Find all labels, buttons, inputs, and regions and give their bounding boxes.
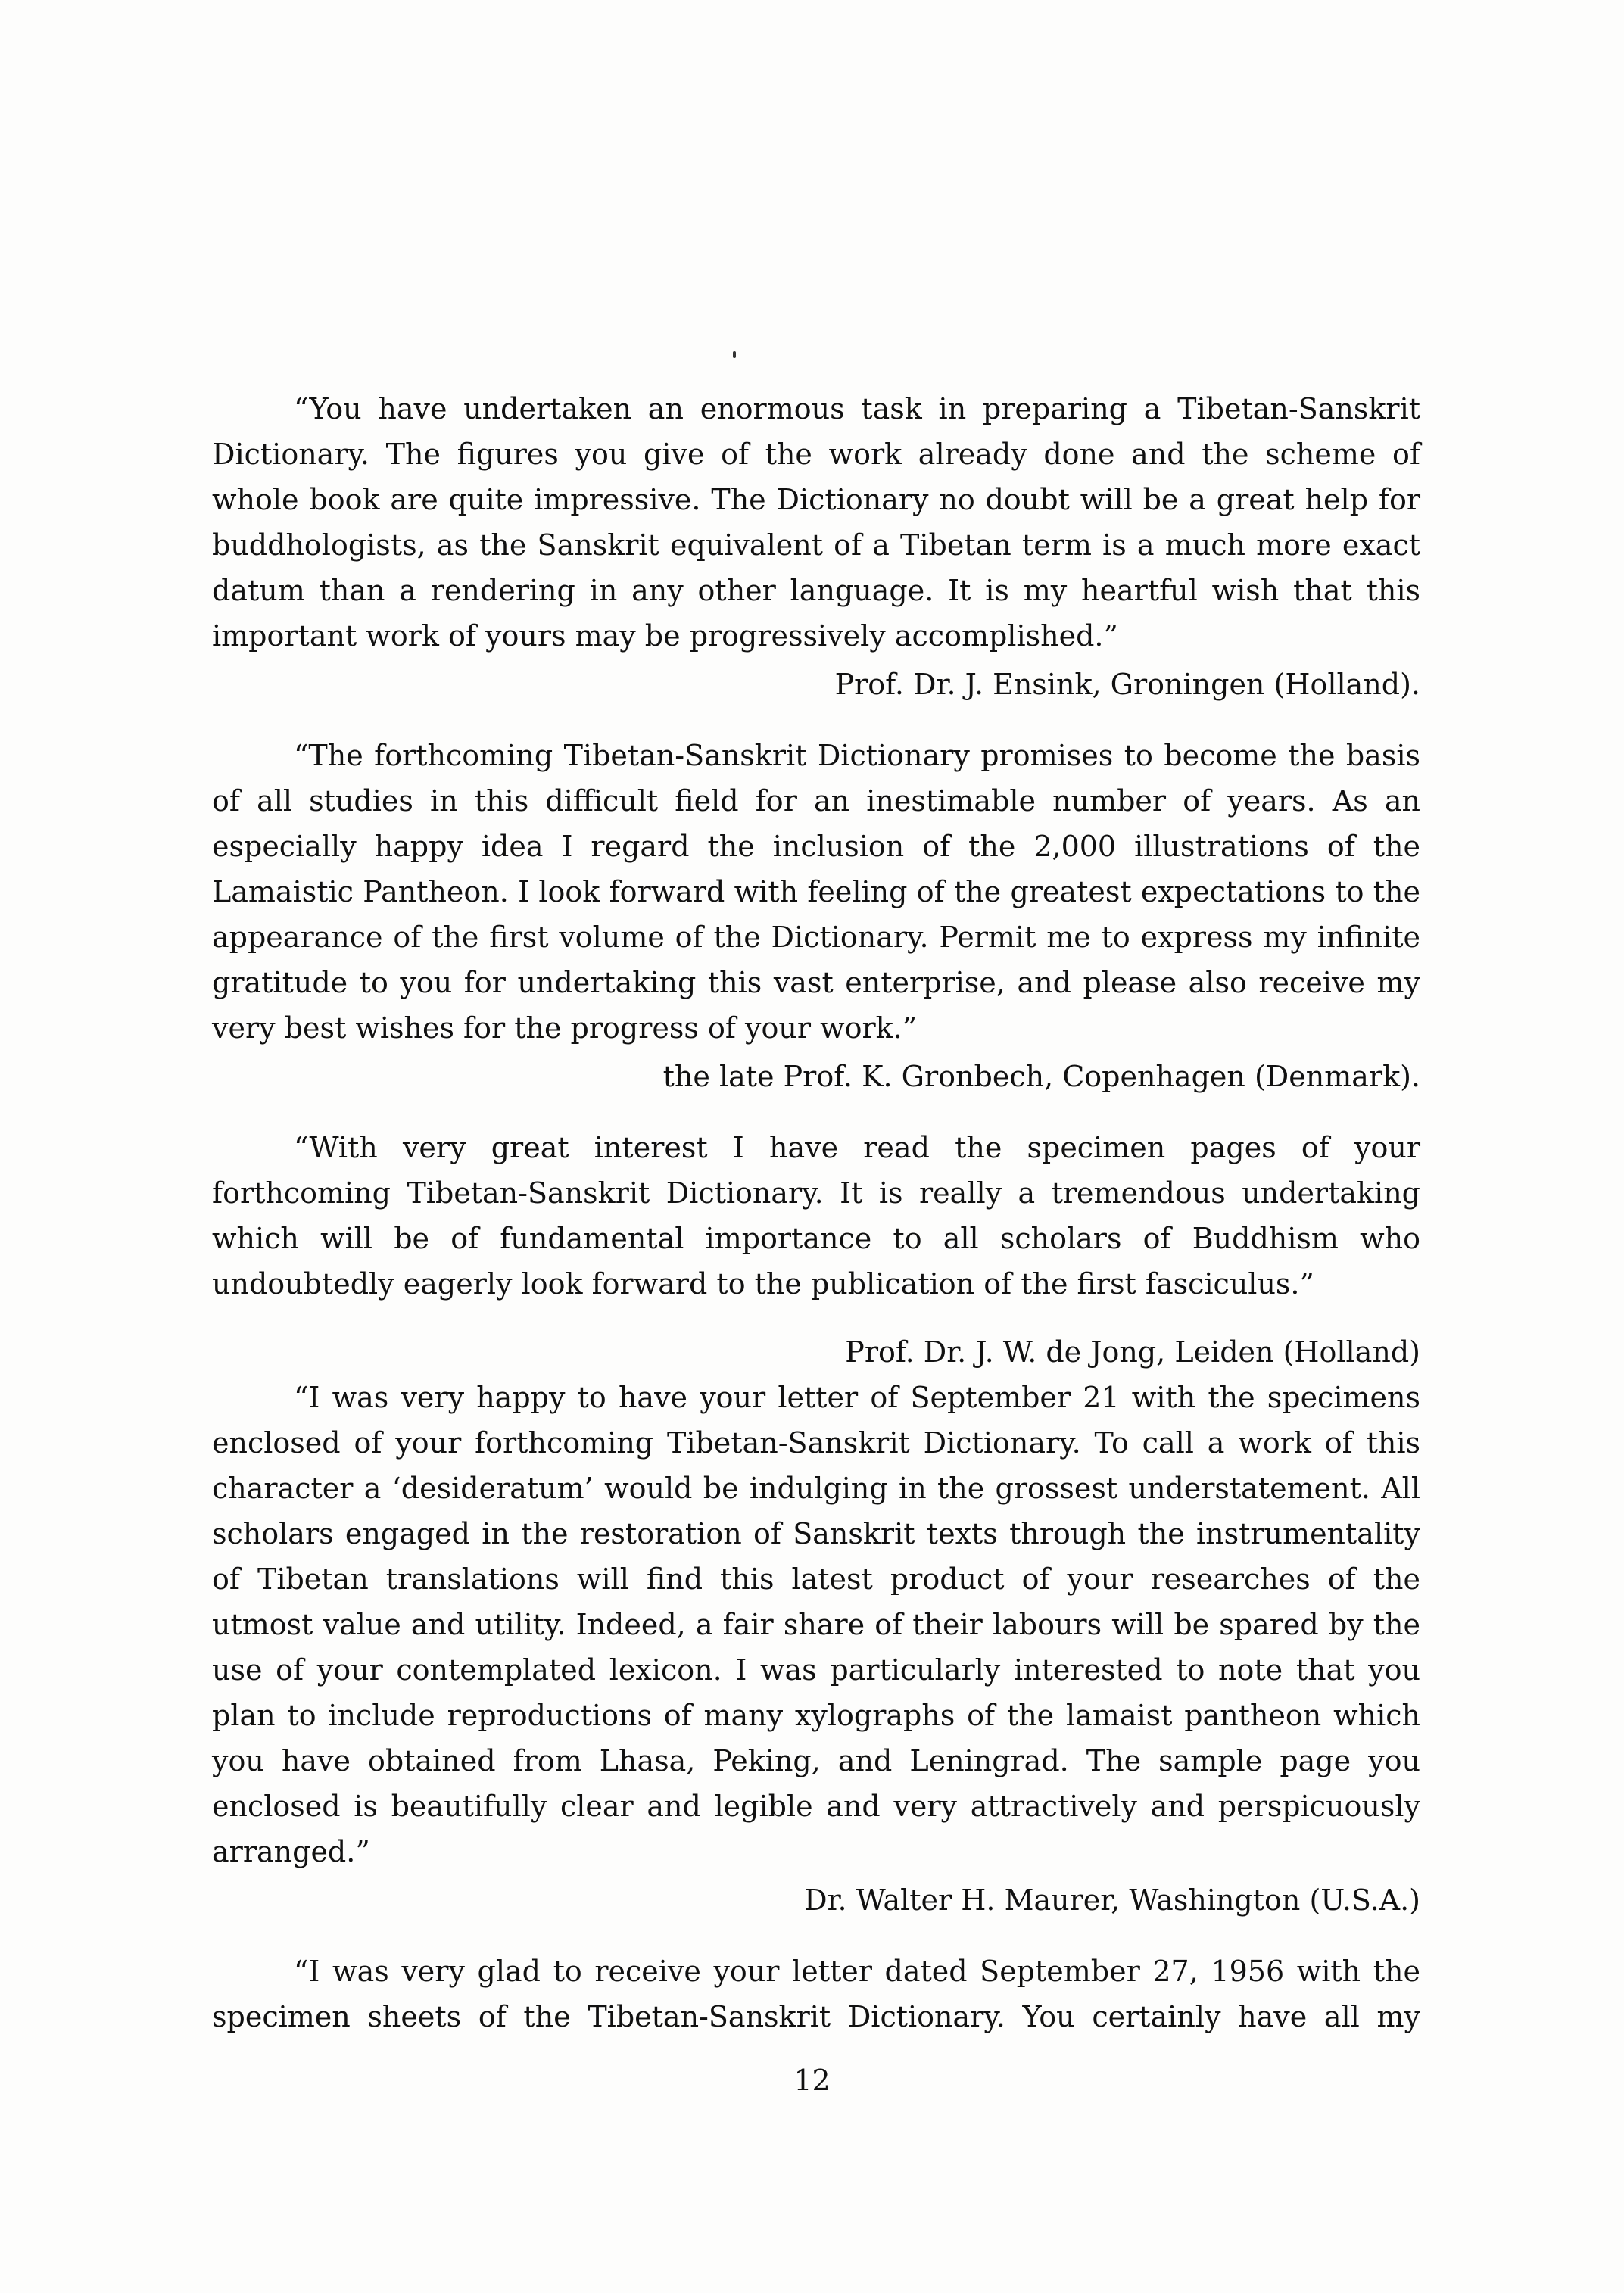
quote-gronbech: “The forthcoming Tibetan-Sanskrit Dictionary promises to become the basis of all studies in this difficult field for an inestimable number of years. As an especially happy idea I regard the inclusion of the 2,000 illustrations of the Lamaistic Pantheon. I look forward with feeling of the greatest expectations to the appearance of the first volume of the Dictionary. Permit me to express my infinite gratitude to you for undertaking this vast enterprise, and please also receive my very best wishes for the progress of your work.” xyxy=(212,739,1420,1045)
quote-maurer: “I was very happy to have your letter of September 21 with the specimens enclosed of your forthcoming Tibetan-Sanskrit Dictionary. To call a work of this character a ‘desideratum’ would be indulging in the grossest understatement. All scholars engaged in the restoration of Sanskrit texts through the instrumentality of Tibetan translations will find this latest product of your researches of the utmost value and utility. Indeed, a fair share of their labours will be spared by the use of your contemplated lexicon. I was particularly interested to note that you plan to include reproductions of many xylographs of the lamaist pantheon which you have obtained from Lhasa, Peking, and Leningrad. The sample page you enclosed is beautifully clear and legible and very attractively and perspicuously arranged.” xyxy=(212,1381,1420,1868)
attribution-ensink: Prof. Dr. J. Ensink, Groningen (Holland). xyxy=(834,668,1420,701)
ink-speck xyxy=(733,351,736,358)
attribution-de-jong: Prof. Dr. J. W. de Jong, Leiden (Holland) xyxy=(845,1335,1420,1369)
attribution-maurer: Dr. Walter H. Maurer, Washington (U.S.A.) xyxy=(804,1883,1420,1917)
quote-continued: “I was very glad to receive your letter dated September 27, 1956 with the specimen sheets of the Tibetan-Sanskrit Dictionary. You certainly have all my xyxy=(212,1955,1420,2033)
quote-ensink: “You have undertaken an enormous task in preparing a Tibetan-Sanskrit Dictionary. The figures you give of the work already done and the scheme of whole book are quite impressive. The Dictionary no doubt will be a great help for buddhologists, as the Sanskrit equivalent of a Tibetan term is a much more exact datum than a rendering in any other language. It is my heartful wish that this important work of yours may be progressively accomplished.” xyxy=(212,392,1420,653)
page-number: 12 xyxy=(793,2064,831,2097)
testimonials-body xyxy=(212,386,1420,2039)
attribution-gronbech: the late Prof. K. Gronbech, Copenhagen (Denmark). xyxy=(662,1060,1420,1093)
quote-de-jong: “With very great interest I have read the specimen pages of your forthcoming Tibetan-Sanskrit Dictionary. It is really a tremendous undertaking which will be of fundamental importance to all scholars of Buddhism who undoubtedly eagerly look forward to the publication of the first fasciculus.” xyxy=(212,1131,1420,1301)
